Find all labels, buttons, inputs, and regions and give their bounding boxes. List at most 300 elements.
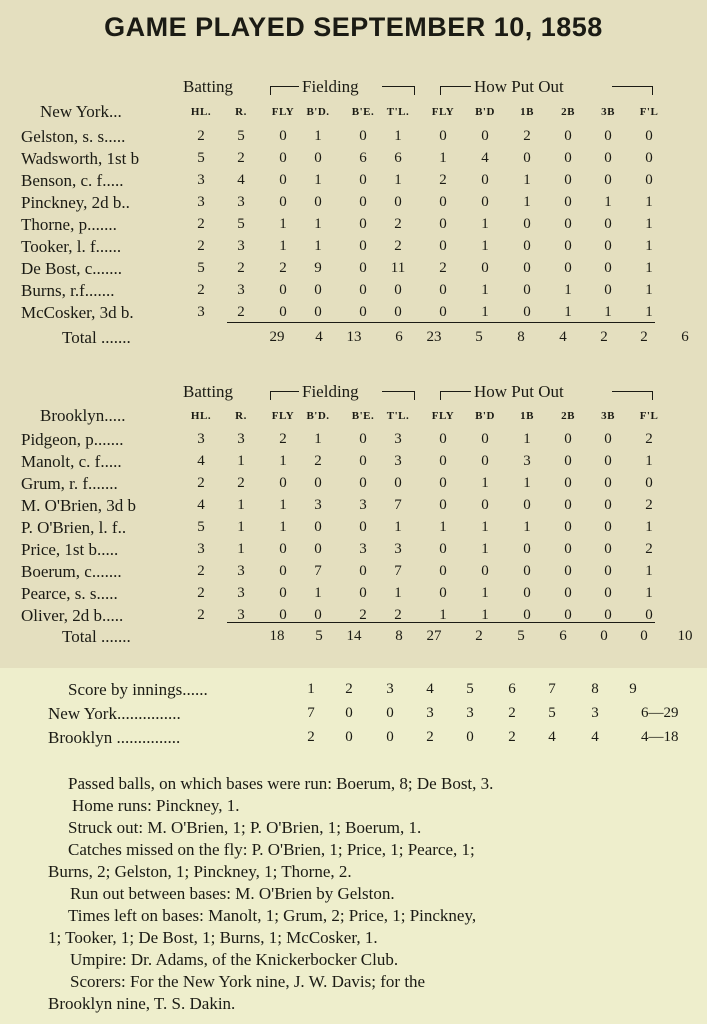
total-cell: 5 [315, 628, 323, 644]
total-cell: 4 [315, 329, 323, 345]
stat-cell: 2 [237, 150, 245, 166]
stat-cell: 1 [237, 519, 245, 535]
total-cell: 2 [600, 329, 608, 345]
stat-cell: 0 [523, 563, 531, 579]
stat-cell: 0 [279, 563, 287, 579]
stat-cell: 3 [394, 453, 402, 469]
stat-cell: 0 [279, 194, 287, 210]
inning-score: 0 [466, 729, 474, 745]
inning-score: 5 [548, 705, 556, 721]
stat-cell: 0 [564, 475, 572, 491]
column-header: F'L [639, 106, 659, 118]
stat-cell: 4 [197, 453, 205, 469]
stat-cell: 3 [237, 585, 245, 601]
stat-cell: 0 [279, 172, 287, 188]
stat-cell: 0 [564, 497, 572, 513]
player-row [0, 496, 707, 518]
player-row [0, 193, 707, 215]
player-name: Benson, c. f..... [21, 171, 124, 190]
team-label-brooklyn: Brooklyn..... [40, 406, 126, 425]
stat-cell: 0 [564, 216, 572, 232]
stat-cell: 2 [645, 497, 653, 513]
stat-cell: 0 [314, 282, 322, 298]
stat-cell: 0 [604, 431, 612, 447]
inning-score: 3 [426, 705, 434, 721]
stat-cell: 0 [279, 607, 287, 623]
player-name: Pidgeon, p....... [21, 430, 124, 449]
stat-cell: 0 [645, 475, 653, 491]
stat-cell: 3 [237, 563, 245, 579]
player-row [0, 540, 707, 562]
team-label-new-york: New York... [40, 102, 122, 121]
column-header: B'D. [306, 106, 330, 118]
inning-number: 3 [386, 681, 394, 697]
stat-cell: 0 [564, 260, 572, 276]
how-put-out-group-label: How Put Out [474, 382, 564, 401]
stat-cell: 7 [394, 563, 402, 579]
note-line: Struck out: M. O'Brien, 1; P. O'Brien, 1; Boerum, 1. [68, 818, 422, 837]
inning-score: 3 [466, 705, 474, 721]
column-header: 2B [561, 410, 575, 422]
fielding-group-label: Fielding [302, 77, 359, 96]
column-header: FLY [271, 410, 295, 422]
stat-cell: 5 [197, 519, 205, 535]
column-header: 1B [520, 410, 534, 422]
player-row [0, 259, 707, 281]
stat-cell: 7 [314, 563, 322, 579]
stat-cell: 0 [645, 172, 653, 188]
total-cell: 18 [269, 628, 285, 644]
inning-score: 2 [508, 705, 516, 721]
note-line: Times left on bases: Manolt, 1; Grum, 2; Price, 1; Pinckney, [68, 906, 477, 925]
stat-cell: 0 [523, 282, 531, 298]
player-name: Wadsworth, 1st b [21, 149, 140, 168]
inning-score: 0 [345, 729, 353, 745]
stat-cell: 0 [359, 216, 367, 232]
page-title: GAME PLAYED SEPTEMBER 10, 1858 [104, 12, 603, 42]
player-name: Manolt, c. f..... [21, 452, 122, 471]
stat-cell: 2 [197, 128, 205, 144]
total-row [0, 328, 707, 350]
stat-cell: 0 [523, 150, 531, 166]
stat-cell: 0 [481, 431, 489, 447]
stat-cell: 0 [645, 607, 653, 623]
note-line: Scorers: For the New York nine, J. W. Davis; for the [70, 972, 426, 991]
stat-cell: 1 [481, 238, 489, 254]
stat-cell: 2 [314, 453, 322, 469]
stat-cell: 1 [279, 519, 287, 535]
stat-cell: 0 [439, 563, 447, 579]
stat-cell: 1 [604, 304, 612, 320]
player-row [0, 474, 707, 496]
note-line: 1; Tooker, 1; De Bost, 1; Burns, 1; McCosker, 1. [48, 928, 378, 947]
stat-cell: 0 [564, 541, 572, 557]
stat-cell: 0 [645, 128, 653, 144]
stat-cell: 2 [439, 172, 447, 188]
stat-cell: 2 [279, 431, 287, 447]
column-header: B'E. [351, 410, 375, 422]
stat-cell: 2 [237, 304, 245, 320]
stat-cell: 0 [481, 194, 489, 210]
inning-score: 2 [307, 729, 315, 745]
total-cell: 5 [517, 628, 525, 644]
stat-cell: 0 [481, 497, 489, 513]
stat-cell: 2 [197, 238, 205, 254]
total-cell: 0 [600, 628, 608, 644]
stat-cell: 2 [523, 128, 531, 144]
stat-cell: 0 [564, 128, 572, 144]
stat-cell: 0 [564, 563, 572, 579]
column-header: 3B [601, 410, 615, 422]
stat-cell: 5 [197, 260, 205, 276]
stat-cell: 0 [523, 216, 531, 232]
stat-cell: 3 [523, 453, 531, 469]
total-cell: 5 [475, 329, 483, 345]
column-header: B'D. [306, 410, 330, 422]
stat-cell: 1 [394, 172, 402, 188]
stat-cell: 2 [279, 260, 287, 276]
inning-score: 4 [591, 729, 599, 745]
stat-cell: 1 [314, 431, 322, 447]
stat-cell: 2 [439, 260, 447, 276]
column-header: FLY [271, 106, 295, 118]
total-cell: 2 [640, 329, 648, 345]
stat-cell: 0 [604, 128, 612, 144]
inning-score: 7 [307, 705, 315, 721]
stat-cell: 0 [564, 519, 572, 535]
stat-cell: 5 [237, 128, 245, 144]
stat-cell: 3 [394, 431, 402, 447]
column-header: T'L. [386, 106, 410, 118]
inning-number: 8 [591, 681, 599, 697]
inning-number: 9 [629, 681, 637, 697]
stat-cell: 0 [564, 172, 572, 188]
stat-cell: 0 [439, 128, 447, 144]
stat-cell: 2 [237, 260, 245, 276]
stat-cell: 0 [359, 128, 367, 144]
stat-cell: 0 [564, 431, 572, 447]
stat-cell: 6 [394, 150, 402, 166]
fielding-bracket-right [382, 391, 415, 400]
stat-cell: 1 [481, 304, 489, 320]
stat-cell: 0 [481, 172, 489, 188]
stat-cell: 1 [564, 282, 572, 298]
player-row [0, 127, 707, 149]
stat-cell: 1 [523, 431, 531, 447]
player-name: Oliver, 2d b..... [21, 606, 124, 625]
player-row [0, 518, 707, 540]
put-out-bracket-right [612, 391, 653, 400]
stat-cell: 2 [197, 216, 205, 232]
stat-cell: 1 [645, 238, 653, 254]
stat-cell: 0 [604, 563, 612, 579]
final-score: 4—18 [641, 729, 679, 745]
column-header: HL. [190, 410, 212, 422]
stat-cell: 7 [394, 497, 402, 513]
player-row [0, 562, 707, 584]
stat-cell: 0 [359, 260, 367, 276]
player-name: De Bost, c....... [21, 259, 123, 278]
stat-cell: 1 [645, 304, 653, 320]
stat-cell: 2 [394, 216, 402, 232]
stat-cell: 0 [439, 282, 447, 298]
stat-cell: 2 [359, 607, 367, 623]
stat-cell: 1 [237, 541, 245, 557]
stat-cell: 0 [523, 238, 531, 254]
player-name: Tooker, l. f...... [21, 237, 122, 256]
player-name: McCosker, 3d b. [21, 303, 134, 322]
stat-cell: 2 [197, 563, 205, 579]
stat-cell: 1 [481, 216, 489, 232]
stat-cell: 0 [481, 563, 489, 579]
stat-cell: 0 [314, 519, 322, 535]
stat-cell: 1 [481, 607, 489, 623]
stat-cell: 0 [604, 282, 612, 298]
stat-cell: 0 [604, 150, 612, 166]
player-name: Burns, r.f....... [21, 281, 115, 300]
inning-number: 1 [307, 681, 315, 697]
stat-cell: 1 [645, 216, 653, 232]
stat-cell: 1 [439, 150, 447, 166]
player-name: P. O'Brien, l. f.. [21, 518, 127, 537]
stat-cell: 0 [564, 238, 572, 254]
put-out-bracket-right [612, 86, 653, 95]
column-header: FLY [431, 410, 455, 422]
stat-cell: 0 [604, 519, 612, 535]
fielding-group-label: Fielding [302, 382, 359, 401]
stat-cell: 1 [645, 194, 653, 210]
stat-cell: 3 [197, 431, 205, 447]
put-out-bracket-left [440, 86, 471, 95]
note-line: Run out between bases: M. O'Brien by Gelston. [70, 884, 395, 903]
stat-cell: 0 [523, 260, 531, 276]
stat-cell: 1 [279, 238, 287, 254]
stat-cell: 0 [523, 607, 531, 623]
innings-header-row [0, 680, 707, 702]
stat-cell: 0 [645, 150, 653, 166]
batting-group-label: Batting [183, 77, 234, 96]
stat-cell: 1 [237, 497, 245, 513]
inning-score: 2 [426, 729, 434, 745]
stat-cell: 1 [439, 607, 447, 623]
stat-cell: 0 [523, 585, 531, 601]
total-cell: 10 [677, 628, 693, 644]
player-row [0, 171, 707, 193]
stat-cell: 0 [394, 475, 402, 491]
stat-cell: 2 [197, 282, 205, 298]
stat-cell: 0 [394, 304, 402, 320]
total-cell: 4 [559, 329, 567, 345]
inning-score: 2 [508, 729, 516, 745]
stat-cell: 1 [604, 194, 612, 210]
stat-cell: 0 [604, 607, 612, 623]
stat-cell: 0 [359, 238, 367, 254]
player-row [0, 215, 707, 237]
stat-cell: 0 [523, 541, 531, 557]
stat-cell: 0 [314, 541, 322, 557]
stat-cell: 3 [394, 541, 402, 557]
stat-cell: 4 [197, 497, 205, 513]
inning-score: 0 [386, 729, 394, 745]
stat-cell: 0 [523, 497, 531, 513]
stat-cell: 4 [481, 150, 489, 166]
how-put-out-group-label: How Put Out [474, 77, 564, 96]
stat-cell: 0 [604, 238, 612, 254]
stat-cell: 1 [481, 585, 489, 601]
note-line: Home runs: Pinckney, 1. [72, 796, 240, 815]
stat-cell: 3 [314, 497, 322, 513]
final-score: 6—29 [641, 705, 679, 721]
player-row [0, 452, 707, 474]
stat-cell: 2 [197, 585, 205, 601]
stat-cell: 0 [564, 194, 572, 210]
stat-cell: 0 [394, 194, 402, 210]
stat-cell: 0 [439, 453, 447, 469]
total-cell: 8 [517, 329, 525, 345]
stat-cell: 1 [279, 497, 287, 513]
column-header: HL. [190, 106, 212, 118]
stat-cell: 1 [314, 216, 322, 232]
stat-cell: 0 [564, 453, 572, 469]
stat-cell: 0 [604, 216, 612, 232]
stat-cell: 0 [439, 497, 447, 513]
total-cell: 23 [426, 329, 442, 345]
innings-team-name: Brooklyn ............... [48, 728, 181, 747]
stat-cell: 0 [314, 150, 322, 166]
column-header: FLY [431, 106, 455, 118]
stat-cell: 1 [645, 563, 653, 579]
player-name: M. O'Brien, 3d b [21, 496, 136, 515]
stat-cell: 0 [279, 541, 287, 557]
stat-cell: 3 [197, 194, 205, 210]
inning-number: 2 [345, 681, 353, 697]
stat-cell: 0 [604, 172, 612, 188]
stat-cell: 2 [394, 238, 402, 254]
stat-cell: 0 [564, 585, 572, 601]
column-header: B'D [475, 106, 495, 118]
stat-cell: 2 [197, 607, 205, 623]
stat-cell: 0 [279, 475, 287, 491]
player-name: Thorne, p....... [21, 215, 117, 234]
stat-cell: 0 [439, 194, 447, 210]
stat-cell: 5 [197, 150, 205, 166]
stat-cell: 1 [523, 475, 531, 491]
stat-cell: 0 [314, 194, 322, 210]
inning-score: 4 [548, 729, 556, 745]
player-name: Grum, r. f....... [21, 474, 118, 493]
player-row [0, 237, 707, 259]
stat-cell: 1 [645, 585, 653, 601]
stat-cell: 1 [279, 216, 287, 232]
stat-cell: 0 [279, 150, 287, 166]
stat-cell: 1 [523, 172, 531, 188]
total-cell: 6 [395, 329, 403, 345]
stat-cell: 0 [604, 475, 612, 491]
column-header: R. [235, 410, 247, 422]
stat-cell: 3 [237, 607, 245, 623]
stat-cell: 0 [439, 238, 447, 254]
batting-group-label: Batting [183, 382, 234, 401]
inning-number: 4 [426, 681, 434, 697]
stat-cell: 1 [481, 282, 489, 298]
fielding-bracket-right [382, 86, 415, 95]
stat-cell: 0 [604, 541, 612, 557]
stat-cell: 0 [604, 497, 612, 513]
innings-team-row [0, 728, 707, 750]
stat-cell: 1 [237, 453, 245, 469]
player-name: Pearce, s. s..... [21, 584, 118, 603]
stat-cell: 0 [439, 216, 447, 232]
stat-cell: 11 [390, 260, 406, 276]
total-rule [227, 622, 655, 623]
stat-cell: 0 [394, 282, 402, 298]
column-header: R. [235, 106, 247, 118]
stat-cell: 1 [481, 519, 489, 535]
stat-cell: 1 [314, 585, 322, 601]
stat-cell: 9 [314, 260, 322, 276]
player-row [0, 584, 707, 606]
stat-cell: 2 [645, 431, 653, 447]
stat-cell: 0 [279, 128, 287, 144]
inning-score: 0 [345, 705, 353, 721]
player-row [0, 430, 707, 452]
stat-cell: 0 [439, 541, 447, 557]
stat-cell: 1 [645, 282, 653, 298]
stat-cell: 0 [481, 260, 489, 276]
stat-cell: 0 [314, 475, 322, 491]
column-header: B'E. [351, 106, 375, 118]
player-row [0, 606, 707, 628]
stat-cell: 0 [604, 260, 612, 276]
stat-cell: 1 [439, 519, 447, 535]
stat-cell: 1 [645, 519, 653, 535]
stat-cell: 0 [359, 172, 367, 188]
stat-cell: 1 [523, 519, 531, 535]
stat-cell: 1 [645, 260, 653, 276]
stat-cell: 3 [359, 497, 367, 513]
innings-team-row [0, 704, 707, 726]
stat-cell: 3 [197, 172, 205, 188]
stat-cell: 0 [279, 304, 287, 320]
column-header: 3B [601, 106, 615, 118]
stat-cell: 1 [645, 453, 653, 469]
stat-cell: 0 [604, 453, 612, 469]
stat-cell: 0 [359, 282, 367, 298]
column-header: B'D [475, 410, 495, 422]
stat-cell: 0 [439, 475, 447, 491]
fielding-bracket-left [270, 86, 299, 95]
stat-cell: 2 [237, 475, 245, 491]
stat-cell: 1 [394, 128, 402, 144]
note-line: Umpire: Dr. Adams, of the Knickerbocker Club. [70, 950, 399, 969]
stat-cell: 1 [314, 172, 322, 188]
player-name: Gelston, s. s..... [21, 127, 126, 146]
stat-cell: 0 [359, 563, 367, 579]
note-line: Catches missed on the fly: P. O'Brien, 1; Price, 1; Pearce, 1; [68, 840, 475, 859]
stat-cell: 0 [314, 304, 322, 320]
stat-cell: 0 [564, 150, 572, 166]
stat-cell: 3 [237, 194, 245, 210]
stat-cell: 5 [237, 216, 245, 232]
stat-cell: 0 [439, 431, 447, 447]
total-cell: 6 [681, 329, 689, 345]
total-cell: 13 [346, 329, 362, 345]
stat-cell: 3 [197, 541, 205, 557]
total-cell: 8 [395, 628, 403, 644]
stat-cell: 2 [197, 475, 205, 491]
column-header: T'L. [386, 410, 410, 422]
innings-team-name: New York............... [48, 704, 181, 723]
